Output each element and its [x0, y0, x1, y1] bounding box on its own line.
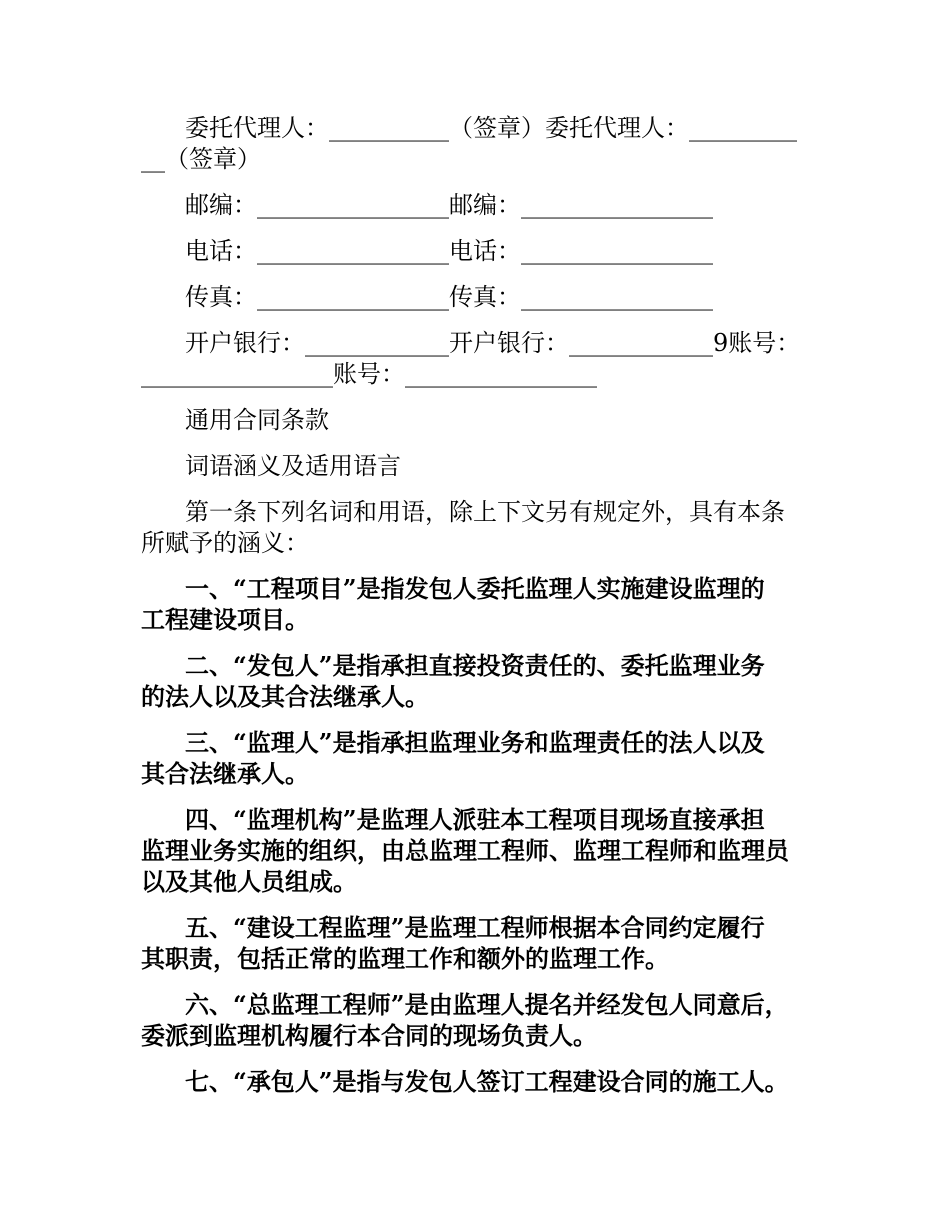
definition-4-line-1: 四、“监理机构”是监理人派驻本工程项目现场直接承担: [185, 805, 765, 834]
phone-line: 电话：________________电话：________________: [185, 237, 713, 265]
article-1-line-1: 第一条下列名词和用语，除上下文另有规定外，具有本条: [185, 498, 785, 526]
definition-4-line-3: 以及其他人员组成。: [141, 867, 357, 896]
section-heading: 通用合同条款: [185, 406, 329, 434]
definition-7-line-1: 七、“承包人”是指与发包人签订工程建设合同的施工人。: [185, 1067, 789, 1096]
definition-2-line-1: 二、“发包人”是指承担直接投资责任的、委托监理业务: [185, 651, 765, 680]
definition-5-line-2: 其职责，包括正常的监理工作和额外的监理工作。: [141, 944, 669, 973]
definition-4-line-2: 监理业务实施的组织，由总监理工程师、监理工程师和监理员: [141, 836, 789, 865]
definition-6-line-1: 六、“总监理工程师”是由监理人提名并经发包人同意后，: [185, 990, 789, 1019]
subsection-heading: 词语涵义及适用语言: [185, 452, 401, 480]
definition-5-line-1: 五、“建设工程监理”是监理工程师根据本合同约定履行: [185, 913, 765, 942]
account-line: ________________账号：________________: [141, 360, 597, 388]
definition-3-line-2: 其合法继承人。: [141, 759, 309, 788]
definition-6-line-2: 委派到监理机构履行本合同的现场负责人。: [141, 1021, 597, 1050]
bank-line: 开户银行：____________开户银行：____________9账号：: [185, 329, 801, 357]
fax-line: 传真：________________传真：________________: [185, 283, 713, 311]
postcode-line: 邮编：________________邮编：________________: [185, 191, 713, 219]
definition-1-line-2: 工程建设项目。: [141, 605, 309, 634]
signature-line: 委托代理人：__________（签章）委托代理人：_________: [185, 114, 797, 142]
definition-1-line-1: 一、“工程项目”是指发包人委托监理人实施建设监理的: [185, 574, 765, 603]
signature-line-cont: __（签章）: [141, 145, 261, 173]
definition-2-line-2: 的法人以及其合法继承人。: [141, 682, 429, 711]
article-1-line-2: 所赋予的涵义：: [141, 529, 309, 557]
definition-3-line-1: 三、“监理人”是指承担监理业务和监理责任的法人以及: [185, 728, 765, 757]
